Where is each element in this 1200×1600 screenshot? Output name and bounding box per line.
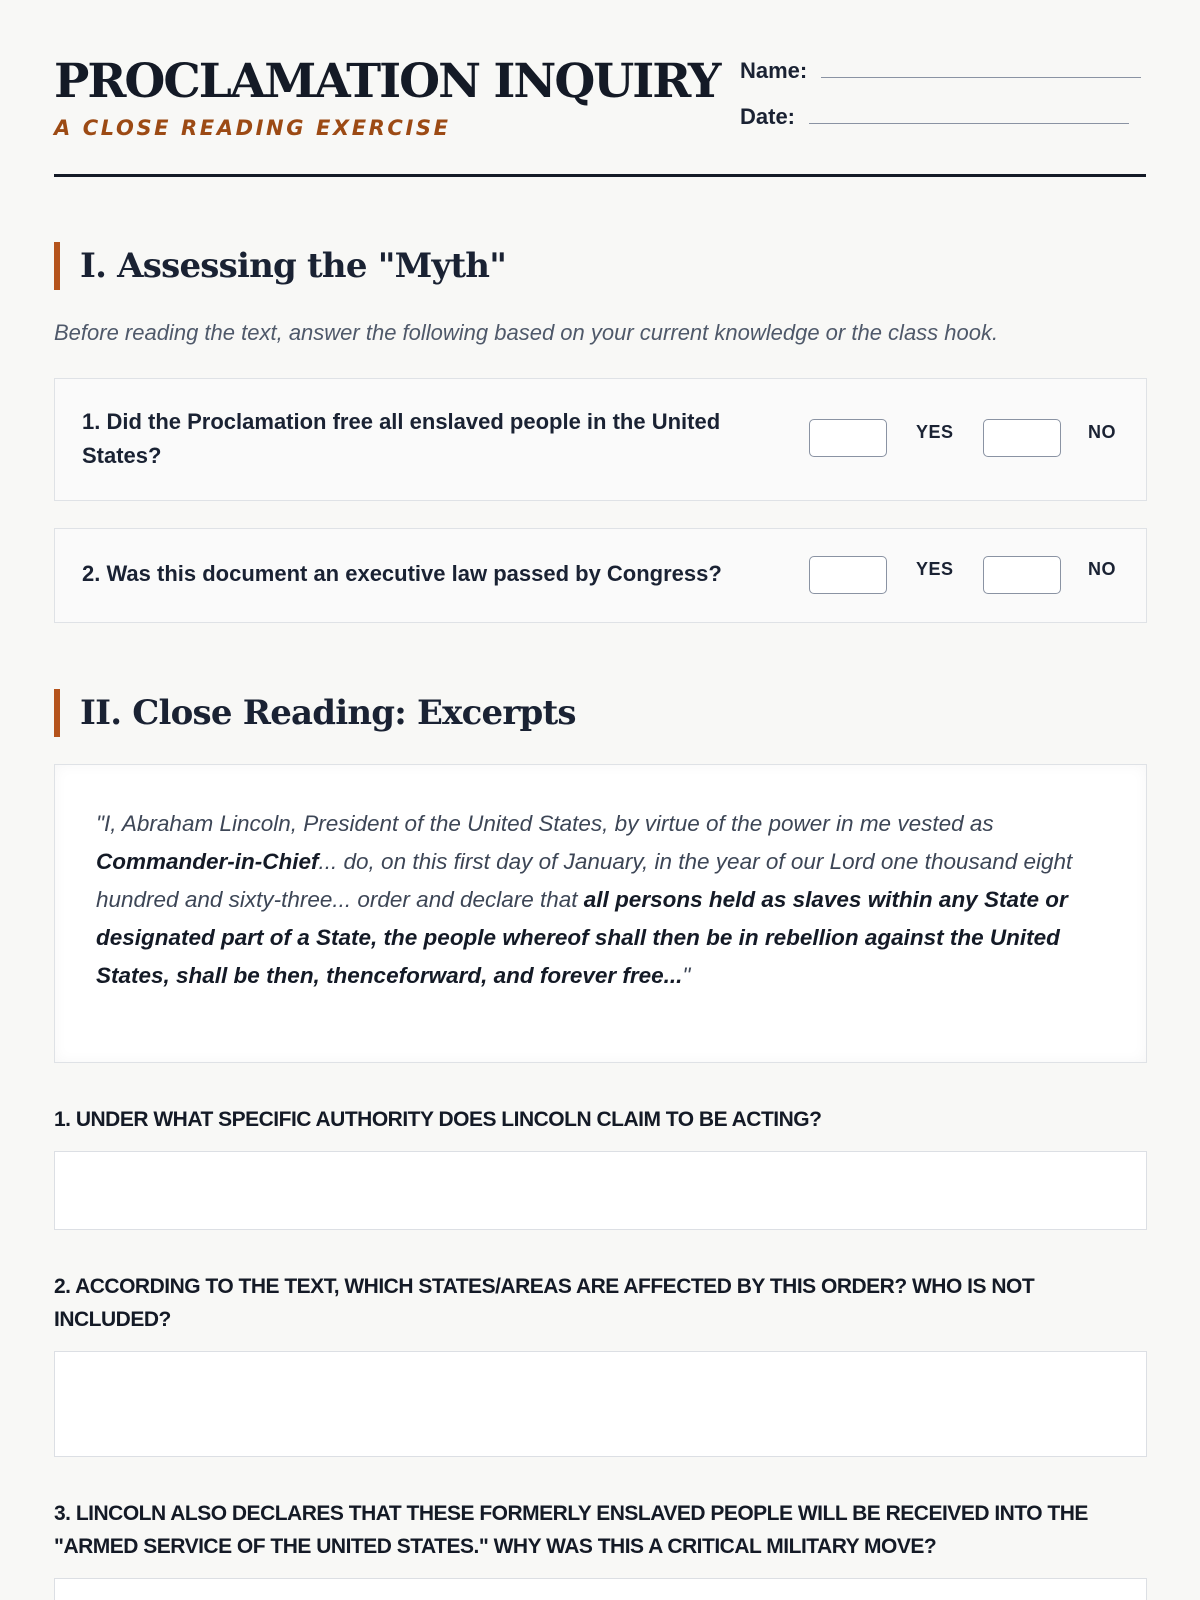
question-text: 1. Did the Proclamation free all enslaved people in the United States? bbox=[82, 409, 721, 468]
yes-checkbox[interactable] bbox=[809, 419, 887, 457]
date-input-line[interactable] bbox=[809, 105, 1129, 124]
excerpt-emphasis: all persons held as slaves within any State or designated part of a State, the people whereof shall then be in rebellion against the United States, shall be then, thenceforward, and forever free... bbox=[96, 887, 1068, 988]
no-label: NO bbox=[1088, 559, 1116, 579]
name-field bbox=[740, 58, 1141, 84]
name-label: Name: bbox=[740, 58, 808, 83]
no-label: NO bbox=[1088, 422, 1116, 442]
question-prompt: 2. ACCORDING TO THE TEXT, WHICH STATES/AREAS ARE AFFECTED BY THIS ORDER? WHO IS NOT INCLUDED? bbox=[54, 1275, 1035, 1331]
name-input-line[interactable] bbox=[821, 59, 1141, 78]
section-heading-close-reading: II. Close Reading: Excerpts bbox=[54, 689, 576, 737]
excerpt-text: "I, Abraham Lincoln, President of the United States, by virtue of the power in me vested as bbox=[96, 811, 994, 836]
answer-box[interactable] bbox=[54, 1351, 1147, 1457]
no-checkbox[interactable] bbox=[983, 419, 1061, 457]
answer-box[interactable] bbox=[54, 1578, 1147, 1600]
question-prompt: 1. UNDER WHAT SPECIFIC AUTHORITY DOES LINCOLN CLAIM TO BE ACTING? bbox=[54, 1108, 822, 1131]
question-text: 2. Was this document an executive law passed by Congress? bbox=[82, 561, 722, 586]
no-checkbox[interactable] bbox=[983, 556, 1061, 594]
excerpt-emphasis: Commander-in-Chief bbox=[96, 849, 319, 874]
yes-label: YES bbox=[916, 559, 954, 579]
page-title: PROCLAMATION INQUIRY bbox=[54, 54, 720, 109]
date-field bbox=[740, 104, 1129, 130]
yes-checkbox[interactable] bbox=[809, 556, 887, 594]
worksheet-header bbox=[54, 0, 1146, 177]
excerpt-text: " bbox=[682, 963, 691, 988]
section-intro: Before reading the text, answer the following based on your current knowledge or the class hook. bbox=[54, 320, 999, 345]
question-prompt: 3. LINCOLN ALSO DECLARES THAT THESE FORMERLY ENSLAVED PEOPLE WILL BE RECEIVED INTO THE "ARMED SERVICE OF THE UNITED STATES." WHY WAS THIS A CRITICAL MILITARY MOVE? bbox=[54, 1502, 1088, 1558]
excerpt-text: ... do, on this first day of January, in the year of our Lord one thousand eight hundred and sixty-three... order and declare that bbox=[96, 849, 1073, 912]
yes-no-question-card bbox=[54, 378, 1147, 501]
page-subtitle: A CLOSE READING EXERCISE bbox=[54, 116, 451, 140]
date-label: Date: bbox=[740, 104, 796, 129]
yes-label: YES bbox=[916, 422, 954, 442]
yes-no-question-card bbox=[54, 528, 1147, 623]
answer-box[interactable] bbox=[54, 1151, 1147, 1230]
excerpt-quote bbox=[96, 805, 1108, 995]
section-heading-myth: I. Assessing the "Myth" bbox=[54, 242, 506, 290]
excerpt-box bbox=[54, 764, 1147, 1063]
